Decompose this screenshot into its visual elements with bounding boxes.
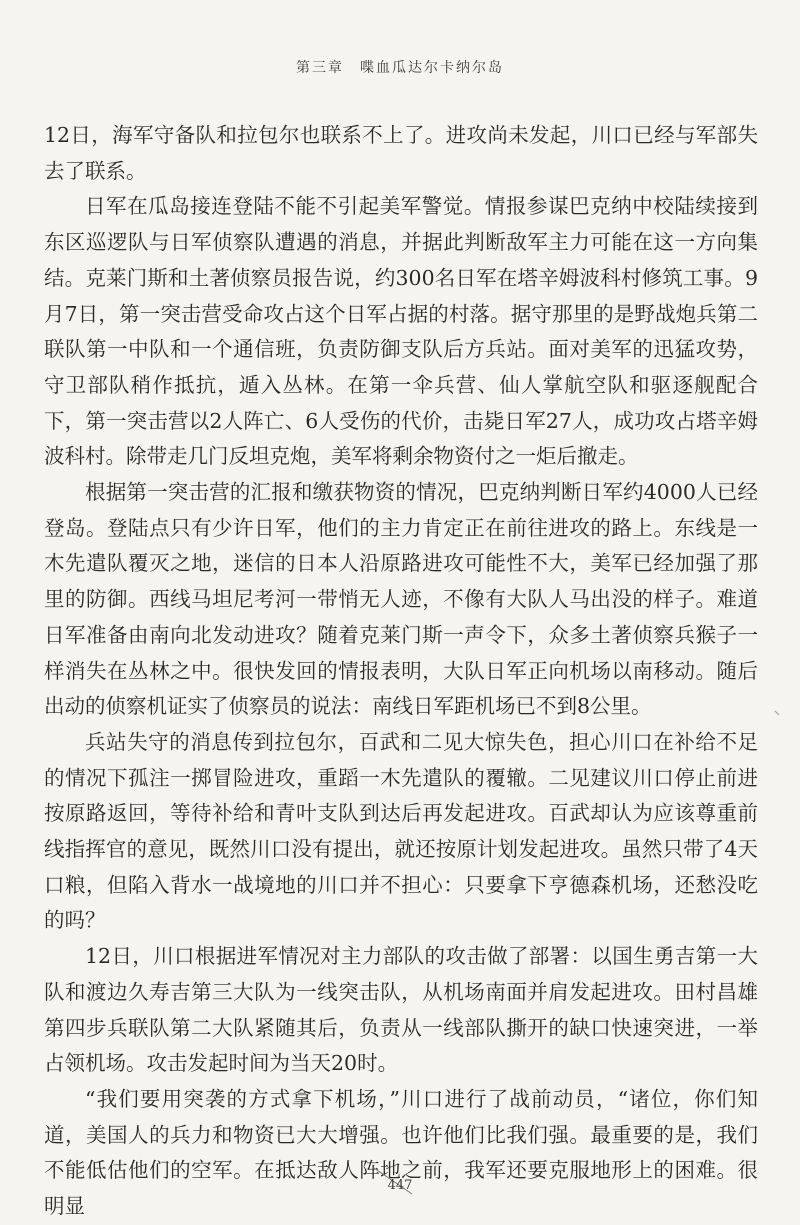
paragraph: 12日，川口根据进军情况对主力部队的攻击做了部署：以国生勇吉第一大队和渡边久寿吉第三大队为一线突击队，从机场南面并肩发起进攻。田村昌雄第四步兵联队第二大队紧随其后，负责从一线部队撕开的缺口快速突进，一举占领机场。攻击发起时间为当天20时。 [44,944,758,1076]
body-text [44,118,758,1225]
paragraph: 兵站失守的消息传到拉包尔，百武和二见大惊失色，担心川口在补给不足的情况下孤注一掷冒险进攻，重蹈一木先遣队的覆辙。二见建议川口停止前进按原路返回，等待补给和青叶支队到达后再发起进攻。百武却认为应该尊重前线指挥官的意见，既然川口没有提出，就还按原计划发起进攻。虽然只带了4天口粮，但陷入背水一战境地的川口并不担心：只要拿下亨德森机场，还愁没吃的吗？ [44,729,758,933]
page-number: 447 [387,1178,413,1193]
paragraph: 12日，海军守备队和拉包尔也联系不上了。进攻尚未发起，川口已经与军部失去了联系。 [44,123,758,183]
paragraph: 根据第一突击营的汇报和缴获物资的情况，巴克纳判断日军约4000人已经登岛。登陆点只有少许日军，他们的主力肯定正在前往进攻的路上。东线是一木先遣队覆灭之地，迷信的日本人沿原路进攻可能性不大，美军已经加强了那里的防御。西线马坦尼考河一带悄无人迹，不像有大队人马出没的样子。难道日军准备由南向北发动进攻？随着克莱门斯一声令下，众多土著侦察兵猴子一样消失在丛林之中。很快发回的情报表明，大队日军正向机场以南移动。随后出动的侦察机证实了侦察员的说法：南线日军距机场已不到8公里。 [44,480,758,719]
paragraph: 日军在瓜岛接连登陆不能不引起美军警觉。情报参谋巴克纳中校陆续接到东区巡逻队与日军侦察队遭遇的消息，并据此判断敌军主力可能在这一方向集结。克莱门斯和土著侦察员报告说，约300名日军在塔辛姆波科村修筑工事。9月7日，第一突击营受命攻占这个日军占据的村落。据守那里的是野战炮兵第二联队第一中队和一个通信班，负责防御支队后方兵站。面对美军的迅猛攻势，守卫部队稍作抵抗，遁入丛林。在第一伞兵营、仙人掌航空队和驱逐舰配合下，第一突击营以2人阵亡、6人受伤的代价，击毙日军27人，成功攻占塔辛姆波科村。除带走几门反坦克炮，美军将剩余物资付之一炬后撤走。 [44,194,758,469]
paragraph: “我们要用突袭的方式拿下机场，”川口进行了战前动员，“诸位，你们知道，美国人的兵力和物资已大大增强。也许他们比我们强。最重要的是，我们不能低估他们的空军。在抵达敌人阵地之前，我军还要克服地形上的困难。很明显 [44,1086,758,1219]
running-header: 第三章 喋血瓜达尔卡纳尔岛 [296,60,504,76]
scan-speck [774,710,780,716]
